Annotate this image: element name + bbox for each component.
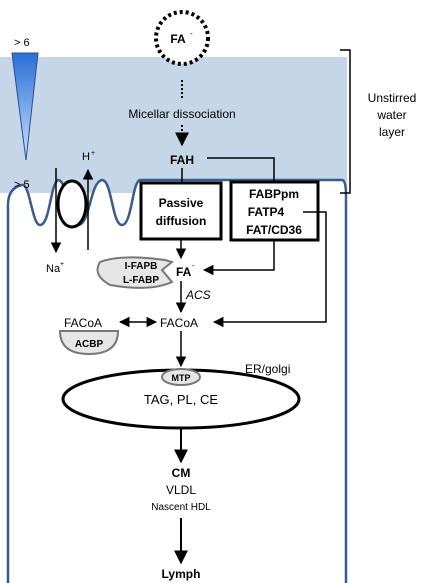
transporter-fatp4: FATP4 bbox=[247, 205, 285, 219]
acbp-label: ACBP bbox=[74, 339, 104, 350]
fabp-label-line1: I-FAPB bbox=[124, 261, 158, 272]
h-plus-charge: + bbox=[91, 150, 96, 157]
acs-label: ACS bbox=[186, 288, 211, 302]
fah-label: FAH bbox=[170, 153, 194, 167]
fabp-label-line2: L-FABP bbox=[122, 275, 160, 286]
passive-diffusion-line1: Passive bbox=[158, 196, 204, 210]
ph-bottom-label: > 5 bbox=[14, 179, 30, 191]
passive-diffusion-box bbox=[141, 183, 221, 239]
mtp-label: MTP bbox=[171, 373, 191, 383]
unstirred-label-line3: layer bbox=[378, 125, 406, 139]
micelle-fa-charge: - bbox=[190, 29, 193, 38]
micellar-dissociation-label: Micellar dissociation bbox=[128, 107, 236, 121]
vldl-label: VLDL bbox=[165, 483, 197, 497]
transporter-fatcd36: FAT/CD36 bbox=[246, 223, 302, 237]
passive-diffusion-line2: diffusion bbox=[155, 214, 207, 228]
transporter-fabppm: FABPpm bbox=[248, 187, 300, 201]
unstirred-label-line2: water bbox=[377, 108, 407, 122]
unstirred-water-layer-band bbox=[0, 57, 347, 193]
facoa-left-label: FACoA bbox=[64, 316, 103, 330]
na-h-exchanger bbox=[58, 181, 86, 227]
ph-top-label: > 6 bbox=[14, 37, 30, 49]
unstirred-label-line1: Unstirred bbox=[367, 91, 417, 105]
lymph-label: Lymph bbox=[161, 567, 201, 581]
nascent-hdl-label: Nascent HDL bbox=[151, 502, 211, 513]
h-plus-label: H bbox=[82, 151, 90, 163]
facoa-right-label: FACoA bbox=[160, 316, 199, 330]
na-plus-label: Na bbox=[46, 263, 61, 275]
tag-pl-ce-label: TAG, PL, CE bbox=[143, 392, 219, 407]
cm-label: CM bbox=[171, 466, 191, 480]
na-plus-charge: + bbox=[60, 261, 65, 268]
micelle-fa-label: FA bbox=[170, 32, 186, 46]
er-golgi-label: ER/golgi bbox=[245, 362, 291, 376]
fa-inside-label: FA bbox=[176, 265, 192, 279]
fa-inside-charge: - bbox=[192, 261, 195, 270]
